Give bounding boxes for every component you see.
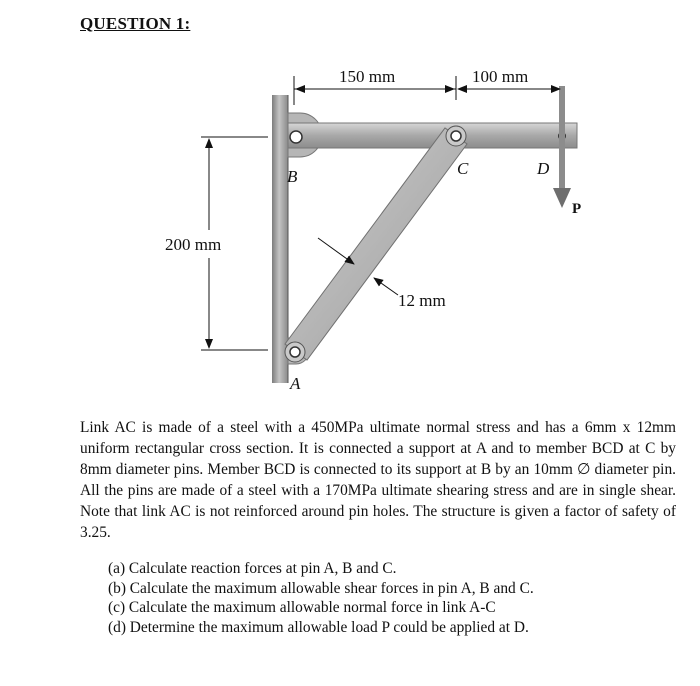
task-item: (d) Determine the maximum allowable load P could be applied at D. xyxy=(108,618,529,636)
load-p-arrowhead xyxy=(553,188,571,208)
label-c: C xyxy=(457,159,469,178)
dim-height-label: 200 mm xyxy=(165,235,222,254)
pin-a xyxy=(290,347,300,357)
task-item: (b) Calculate the maximum allowable shear forces in pin A, B and C. xyxy=(108,579,534,597)
load-p-shaft xyxy=(559,86,565,190)
label-b: B xyxy=(287,167,298,186)
link-ac xyxy=(285,128,467,360)
dim-thickness-label: 12 mm xyxy=(398,291,446,310)
dim-bc-label: 150 mm xyxy=(339,67,396,86)
problem-statement: Link AC is made of a steel with a 450MPa ultimate normal stress and has a 6mm x 12mm uniform rectangular cross section. It is connected a support at A and to member BCD at C by 8mm diameter pins. Member BCD is connected to its support at B by an 10mm ∅ diameter pin. All the pins are made of a steel with a 170MPa ultimate shearing stress and are in single shear. Note that link AC is not reinforced around pin holes. The structure is given a factor of safety of 3.25. xyxy=(80,419,676,541)
task-list xyxy=(108,559,534,637)
task-item: (a) Calculate reaction forces at pin A, B and C. xyxy=(108,560,397,577)
pin-b xyxy=(290,131,302,143)
dim-cd-label: 100 mm xyxy=(472,67,529,86)
label-p: P xyxy=(572,201,582,217)
label-d: D xyxy=(537,159,550,178)
question-heading: QUESTION 1: xyxy=(80,14,191,33)
label-a: A xyxy=(290,374,301,393)
task-item: (c) Calculate the maximum allowable normal force in link A-C xyxy=(108,599,496,616)
support-wall xyxy=(272,95,288,383)
pin-c xyxy=(451,131,461,141)
